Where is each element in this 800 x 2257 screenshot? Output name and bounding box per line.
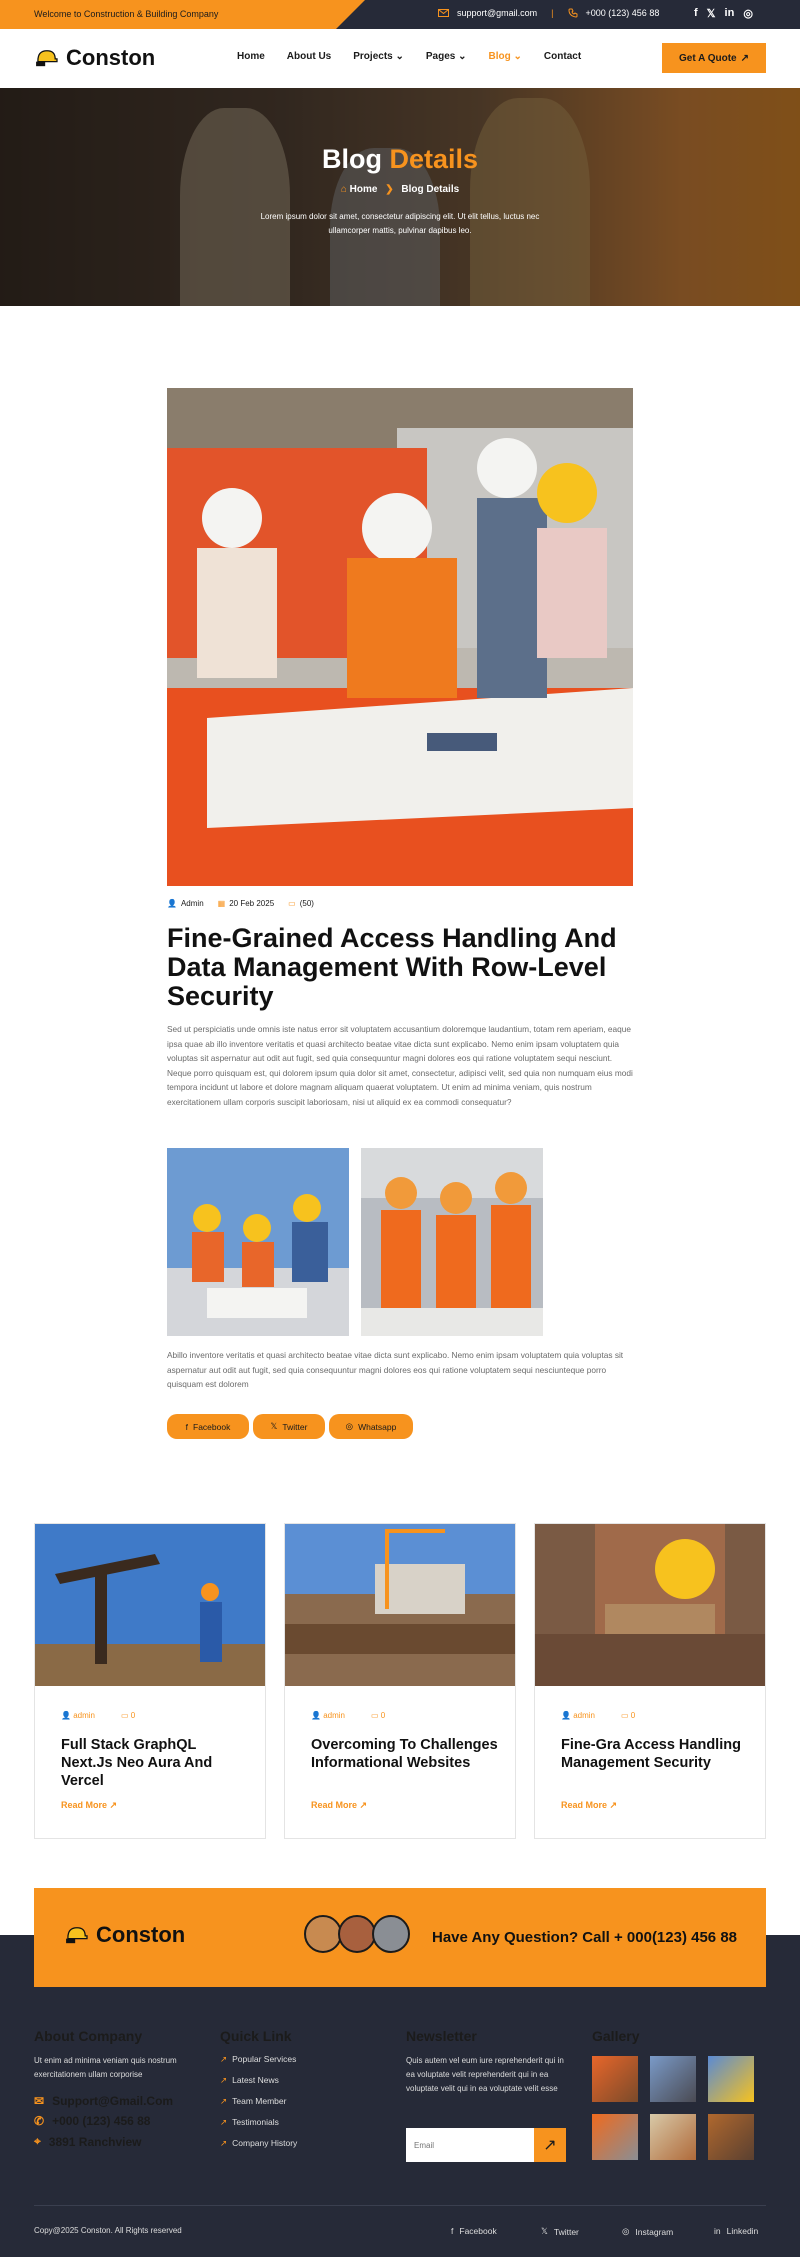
worker-helmet-image xyxy=(535,1524,765,1686)
nav-pages[interactable] xyxy=(426,51,467,62)
oil-pump-image xyxy=(35,1524,265,1686)
x-twitter-icon: 𝕏 xyxy=(541,2226,548,2236)
footer-link[interactable] xyxy=(220,2054,380,2065)
arrow-up-right-icon: ↗ xyxy=(220,2075,228,2085)
footer-link[interactable] xyxy=(220,2117,380,2128)
x-twitter-icon[interactable]: 𝕏 xyxy=(706,8,716,20)
footer-email[interactable] xyxy=(34,2094,214,2108)
blog-card-title[interactable]: Overcoming To Challenges Informational Websites xyxy=(311,1737,498,1771)
read-more-label: Read More xyxy=(561,1800,608,1810)
linkedin-icon[interactable]: in xyxy=(724,7,735,19)
footer-link-label: Popular Services xyxy=(232,2054,297,2064)
card-author-name: admin xyxy=(73,1711,95,1720)
top-contact xyxy=(438,8,659,18)
gallery-image[interactable] xyxy=(708,2114,754,2160)
gallery-image[interactable] xyxy=(708,2056,754,2102)
facebook-icon[interactable]: f xyxy=(694,7,698,19)
nav-blog[interactable] xyxy=(489,51,522,62)
linkedin-icon: in xyxy=(714,2226,721,2236)
breadcrumb-home[interactable]: Home xyxy=(349,184,378,195)
footer-link[interactable] xyxy=(220,2138,380,2149)
nav-pages-label: Pages xyxy=(425,51,456,62)
newsletter-submit-button[interactable] xyxy=(534,2128,566,2162)
footer-facebook-label: Facebook xyxy=(459,2226,497,2236)
card-comments-count: 0 xyxy=(380,1711,386,1720)
gallery-image[interactable] xyxy=(650,2056,696,2102)
arrow-up-right-icon: ↗ xyxy=(359,1800,368,1810)
read-more-link[interactable] xyxy=(311,1800,367,1811)
footer-email-text: Support@Gmail.Com xyxy=(52,2094,174,2108)
blog-card[interactable] xyxy=(34,1523,266,1839)
article-paragraph-2: Abillo inventore veritatis et quasi architecto beatae vitae dicta sunt explicabo. Nemo enim ipsam voluptatem quia voluptas sit aspernatur aut odit aut fugit, sed quia consequuntur magni dolores eos qui ratione voluptatem sequi nesciunteque porro quisquam est dolorem xyxy=(167,1350,624,1389)
blog-card-image xyxy=(535,1524,765,1686)
workers-blueprint-image xyxy=(167,1148,349,1336)
card-author xyxy=(311,1711,345,1720)
card-comments xyxy=(371,1711,385,1720)
article-meta xyxy=(167,899,314,908)
helmet-logo-icon xyxy=(64,1925,90,1945)
get-quote-label: Get A Quote xyxy=(679,52,737,64)
footer-twitter-link[interactable] xyxy=(541,2226,579,2237)
comment-icon: ▭ xyxy=(121,1711,129,1720)
share-facebook-button[interactable] xyxy=(167,1414,249,1439)
blog-card-meta xyxy=(561,1711,635,1720)
arrow-up-right-icon: ↗ xyxy=(220,2117,228,2127)
footer-address-text: 3891 Ranchview xyxy=(48,2134,142,2149)
logo[interactable] xyxy=(34,45,155,71)
footer-divider xyxy=(34,2205,766,2206)
get-quote-button[interactable] xyxy=(662,43,766,73)
footer-link-label: Testimonials xyxy=(232,2117,279,2127)
home-icon: ⌂ xyxy=(340,184,347,195)
facebook-icon: f xyxy=(185,1421,189,1432)
page-hero xyxy=(0,88,800,306)
blog-card-image xyxy=(35,1524,265,1686)
team-avatars xyxy=(308,1915,410,1953)
chevron-down-icon: ⌄ xyxy=(513,51,522,62)
blog-card-meta xyxy=(311,1711,385,1720)
instagram-icon[interactable]: ◎ xyxy=(743,8,753,20)
user-icon: 👤 xyxy=(61,1711,71,1720)
welcome-text: Welcome to Construction & Building Company xyxy=(34,9,219,19)
blog-card-image xyxy=(285,1524,515,1686)
read-more-label: Read More xyxy=(61,1800,108,1810)
read-more-label: Read More xyxy=(311,1800,358,1810)
user-icon: 👤 xyxy=(561,1711,571,1720)
footer-phone-text: +000 (123) 456 88 xyxy=(52,2114,151,2128)
calendar-icon: ▦ xyxy=(217,899,226,908)
share-twitter-button[interactable] xyxy=(253,1414,325,1439)
meta-comments xyxy=(288,899,314,908)
hero-text: Lorem ipsum dolor sit amet, consectetur adipiscing elit. Ut elit tellus, luctus nec ullamcorper mattis, pulvinar dapibus leo. xyxy=(260,212,540,235)
user-icon: 👤 xyxy=(311,1711,321,1720)
blog-card-title[interactable]: Full Stack GraphQL Next.Js Neo Aura And Vercel xyxy=(61,1737,213,1789)
page-title-b: Details xyxy=(389,144,479,174)
card-author-name: admin xyxy=(573,1711,595,1720)
share-twitter-label: Twitter xyxy=(282,1421,308,1432)
page-title-a: Blog xyxy=(321,144,382,174)
cta-question: Have Any Question? Call + 000(123) 456 88 xyxy=(432,1929,738,1946)
nav-blog-label: Blog xyxy=(488,51,511,62)
logo-text: Conston xyxy=(66,45,156,70)
footer-link[interactable] xyxy=(220,2075,380,2086)
phone-icon xyxy=(568,8,578,18)
construction-meeting-image xyxy=(167,388,633,886)
main-nav xyxy=(237,51,581,62)
nav-about[interactable]: About Us xyxy=(286,51,332,62)
cta-logo-text: Conston xyxy=(96,1922,186,1947)
arrow-up-right-icon: ↗ xyxy=(220,2054,228,2064)
cta-banner xyxy=(34,1888,766,1987)
arrow-up-right-icon: ↗ xyxy=(543,2137,557,2154)
chevron-right-icon: ❯ xyxy=(385,184,394,195)
top-phone-link[interactable]: +000 (123) 456 88 xyxy=(585,8,660,18)
mail-icon: ✉ xyxy=(34,2094,45,2108)
footer-linkedin-label: Linkedin xyxy=(726,2226,759,2236)
card-comments-count: 0 xyxy=(630,1711,636,1720)
x-twitter-icon: 𝕏 xyxy=(270,1421,278,1431)
footer-quick-links xyxy=(220,2028,380,2159)
nav-projects[interactable] xyxy=(353,51,404,62)
breadcrumb-current: Blog Details xyxy=(401,184,460,195)
share-whatsapp-label: Whatsapp xyxy=(358,1421,397,1432)
card-author xyxy=(61,1711,95,1720)
arrow-up-right-icon: ↗ xyxy=(609,1800,618,1810)
meta-comments-count: (50) xyxy=(299,899,314,908)
site-header xyxy=(0,29,800,88)
phone-icon: ✆ xyxy=(34,2114,45,2128)
footer-address xyxy=(34,2134,214,2149)
footer-linkedin-link[interactable] xyxy=(714,2226,758,2236)
footer-gallery xyxy=(592,2028,766,2054)
footer-twitter-label: Twitter xyxy=(553,2226,579,2237)
whatsapp-icon: ◎ xyxy=(345,1421,354,1431)
top-bar xyxy=(0,0,800,29)
card-author-name: admin xyxy=(323,1711,345,1720)
breadcrumb xyxy=(0,184,800,195)
footer-facebook-link[interactable] xyxy=(451,2226,497,2236)
avatar xyxy=(304,1915,342,1953)
footer-link-label: Team Member xyxy=(232,2096,287,2106)
nav-projects-label: Projects xyxy=(353,51,393,62)
arrow-up-right-icon: ↗ xyxy=(740,52,749,64)
card-author xyxy=(561,1711,595,1720)
footer-link-label: Company History xyxy=(232,2138,298,2148)
gallery-image[interactable] xyxy=(592,2056,638,2102)
footer-gallery-title: Gallery xyxy=(592,2028,640,2044)
share-facebook-label: Facebook xyxy=(193,1421,231,1432)
meta-date-text: 20 Feb 2025 xyxy=(229,899,275,908)
avatar xyxy=(338,1915,376,1953)
footer-news-title: Newsletter xyxy=(406,2028,477,2044)
arrow-up-right-icon: ↗ xyxy=(220,2096,228,2106)
nav-contact[interactable]: Contact xyxy=(543,51,582,62)
user-icon: 👤 xyxy=(167,899,177,908)
footer-link[interactable] xyxy=(220,2096,380,2107)
top-divider: | xyxy=(551,8,554,18)
article-image-1 xyxy=(167,1148,349,1336)
footer-about-text: Ut enim ad minima veniam quis nostrum exercitationem ullam corporise xyxy=(34,2056,177,2079)
top-email-link[interactable]: support@gmail.com xyxy=(457,8,538,18)
read-more-link[interactable] xyxy=(561,1800,617,1811)
top-social xyxy=(694,7,753,20)
gallery-image[interactable] xyxy=(650,2114,696,2160)
meta-author-name: Admin xyxy=(180,899,204,908)
footer-instagram-link[interactable] xyxy=(622,2226,673,2237)
copyright: Copy@2025 Conston. All Rights reserved xyxy=(34,2226,182,2235)
card-comments xyxy=(621,1711,635,1720)
comment-icon: ▭ xyxy=(371,1711,379,1720)
avatar xyxy=(372,1915,410,1953)
location-pin-icon: ⌖ xyxy=(34,2134,41,2148)
blog-card[interactable] xyxy=(534,1523,766,1839)
blog-card-title[interactable]: Fine-Gra Access Handling Management Security xyxy=(561,1737,741,1771)
hero-overlay xyxy=(0,88,800,306)
article-main-image xyxy=(167,388,633,886)
footer-about xyxy=(34,2028,214,2149)
meta-date xyxy=(218,899,275,908)
share-whatsapp-button[interactable] xyxy=(329,1414,413,1439)
workers-team-image xyxy=(361,1148,543,1336)
comment-icon: ▭ xyxy=(621,1711,629,1720)
card-comments-count: 0 xyxy=(130,1711,136,1720)
mail-icon xyxy=(438,9,449,17)
construction-site-image xyxy=(285,1524,515,1686)
meta-author xyxy=(167,899,204,908)
footer-about-title: About Company xyxy=(34,2028,143,2044)
chevron-down-icon: ⌄ xyxy=(395,51,404,62)
footer-news-text: Quis autem vel eum iure reprehenderit qui in ea voluptate velit reprehenderit qui in ea voluptate velit qui in ea voluptate velit esse xyxy=(406,2056,564,2093)
blog-card[interactable] xyxy=(284,1523,516,1839)
footer-instagram-label: Instagram xyxy=(635,2226,674,2237)
article-image-2 xyxy=(361,1148,543,1336)
page-title xyxy=(0,144,800,175)
footer-link-label: Latest News xyxy=(232,2075,279,2085)
gallery-image[interactable] xyxy=(592,2114,638,2160)
nav-home[interactable]: Home xyxy=(237,51,265,62)
read-more-link[interactable] xyxy=(61,1800,117,1811)
footer-quick-title: Quick Link xyxy=(220,2028,292,2044)
newsletter-form xyxy=(406,2128,566,2162)
card-comments xyxy=(121,1711,135,1720)
newsletter-email-input[interactable] xyxy=(406,2128,534,2162)
helmet-logo-icon xyxy=(34,48,60,68)
comment-icon: ▭ xyxy=(288,899,296,908)
arrow-up-right-icon: ↗ xyxy=(109,1800,118,1810)
footer-newsletter xyxy=(406,2028,570,2096)
footer-phone[interactable] xyxy=(34,2114,214,2128)
facebook-icon: f xyxy=(451,2226,454,2236)
blog-card-meta xyxy=(61,1711,135,1720)
instagram-icon: ◎ xyxy=(622,2226,630,2236)
cta-logo[interactable] xyxy=(64,1922,185,1948)
article-title: Fine-Grained Access Handling And Data Management With Row-Level Security xyxy=(167,923,617,1011)
article-paragraph-1: Sed ut perspiciatis unde omnis iste natus error sit voluptatem accusantium doloremque laudantium, totam rem aperiam, eaque ipsa quae ab illo inventore veritatis et quasi architecto beatae vitae dicta sunt explicabo. Nemo enim ipsam voluptatem quia voluptas sit aspernatur aut odit aut fugit, sed quia consequuntur magni dolores eos qui ratione voluptatem sequi nesciunt. Neque porro quisquam est, qui dolorem ipsum quia dolor sit amet, consectetur, adipisci velit, sed quia non numquam eius modi tempora incidunt ut labore et dolore magnam aliquam quaerat voluptatem. Ut enim ad minima veniam, quis nostrum exercitationem ullam corporis suscipit laboriosam, nisi ut aliquid ex ea commodi consequatur? xyxy=(167,1024,633,1107)
arrow-up-right-icon: ↗ xyxy=(220,2138,228,2148)
chevron-down-icon: ⌄ xyxy=(458,51,467,62)
